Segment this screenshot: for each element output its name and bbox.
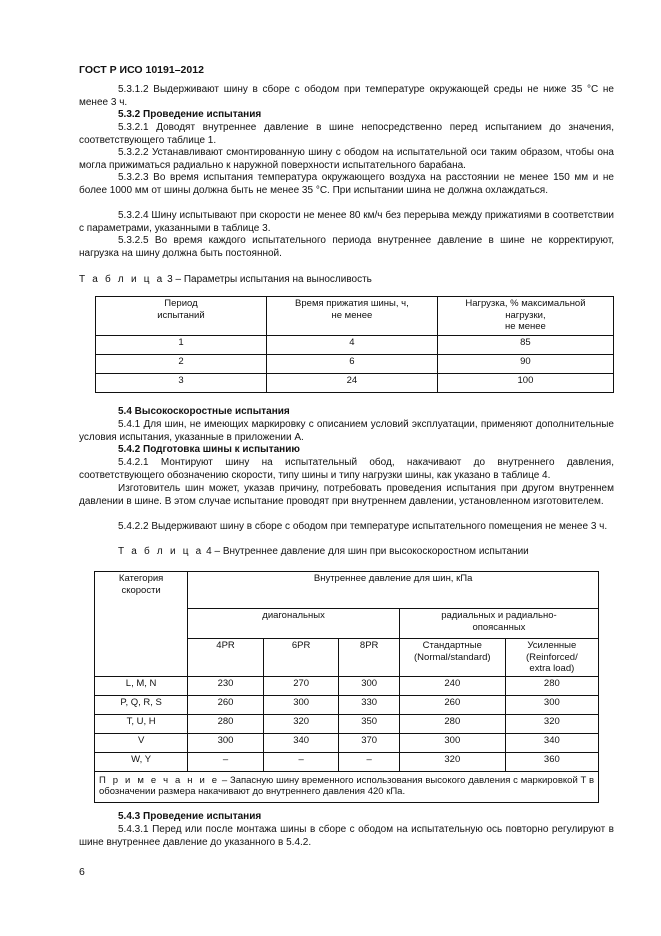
table-cell: 330 — [339, 695, 399, 714]
table-4-note-row — [95, 771, 599, 802]
table-cell: 100 — [437, 374, 613, 393]
table-3-header-period: Период испытаний — [96, 297, 267, 336]
table-cell: 340 — [505, 733, 598, 752]
paragraph-5-3-2-1: 5.3.2.1 Доводят внутреннее давление в шине непосредственно перед испытанием до значения, соответствующего таблице 1. — [79, 122, 614, 146]
table-cell: V — [95, 733, 188, 752]
page-number: 6 — [79, 866, 85, 878]
table-4-caption-text: 4 – Внутреннее давление для шин при высокоскоростном испытании — [203, 546, 529, 557]
table-cell: – — [263, 752, 339, 771]
paragraph-5-3-2-2: 5.3.2.2 Устанавливают смонтированную шину с ободом на испытательной оси таким образом, чтобы она могла прижиматься радиально к наружной поверхности испытательного барабана. — [79, 147, 614, 171]
table-cell: 300 — [505, 695, 598, 714]
table-row — [95, 752, 599, 771]
table-4-note — [95, 771, 599, 802]
table-row — [96, 355, 614, 374]
table-4-header-category: Категория скорости — [95, 572, 188, 677]
table-cell: – — [188, 752, 264, 771]
table-4-header-6pr: 6PR — [263, 639, 339, 677]
table-cell: T, U, H — [95, 714, 188, 733]
table-cell: 260 — [188, 695, 264, 714]
table-cell: 3 — [96, 374, 267, 393]
table-4-header-row-1 — [95, 572, 599, 609]
table-cell: 1 — [96, 336, 267, 355]
standard-header: ГОСТ Р ИСО 10191–2012 — [79, 64, 204, 76]
paragraph-5-4-2-2: 5.4.2.2 Выдерживают шину в сборе с ободом при температуре испытательного помещения не менее 3 ч. — [118, 521, 608, 532]
table-cell: 300 — [263, 695, 339, 714]
table-cell: 360 — [505, 752, 598, 771]
table-4-header-standard: Стандартные (Normal/standard) — [399, 639, 505, 677]
table-row — [95, 676, 599, 695]
table-3-header-row — [96, 297, 614, 336]
table-3-header-load: Нагрузка, % максимальной нагрузки, не менее — [437, 297, 613, 336]
table-4-note-text: – Запасную шину временного использования высокого давления с маркировкой T в обозначении размера накачивают до внутреннего давления 420 кПа. — [99, 774, 594, 797]
heading-5-4-3: 5.4.3 Проведение испытания — [118, 811, 262, 822]
table-cell: W, Y — [95, 752, 188, 771]
table-row — [95, 733, 599, 752]
table-cell: 320 — [505, 714, 598, 733]
table-cell: – — [339, 752, 399, 771]
table-cell: 6 — [266, 355, 437, 374]
table-cell: 300 — [399, 733, 505, 752]
table-4-header-pressure: Внутреннее давление для шин, кПа — [188, 572, 599, 609]
table-cell: 370 — [339, 733, 399, 752]
table-4-header-diagonal: диагональных — [188, 609, 400, 639]
paragraph-5-3-2-3: 5.3.2.3 Во время испытания температура окружающего воздуха на расстоянии не менее 150 мм и не более 1000 мм от шины должна быть не менее 35 °С. При испытании шина не должна охлаждаться. — [79, 172, 614, 196]
table-4-header-radial: радиальных и радиально- опоясанных — [399, 609, 598, 639]
table-cell: 4 — [266, 336, 437, 355]
table-cell: 85 — [437, 336, 613, 355]
table-4-caption-prefix: Т а б л и ц а — [118, 546, 204, 557]
table-row — [96, 374, 614, 393]
table-3-caption-text: 3 – Параметры испытания на выносливость — [164, 274, 372, 285]
table-cell: 2 — [96, 355, 267, 374]
table-cell: 240 — [399, 676, 505, 695]
table-cell: 260 — [399, 695, 505, 714]
table-cell: L, M, N — [95, 676, 188, 695]
paragraph-5-4-2-1: 5.4.2.1 Монтируют шину на испытательный обод, накачивают до внутреннего давления, соответствующего обозначению скорости, типу шины и типу нагрузки шины, как указано в таблице 4. — [79, 457, 614, 481]
table-4 — [94, 571, 599, 803]
table-cell: 280 — [188, 714, 264, 733]
table-3-caption — [79, 274, 614, 287]
table-row — [96, 336, 614, 355]
heading-5-3-2: 5.3.2 Проведение испытания — [118, 109, 262, 120]
table-3-caption-prefix: Т а б л и ц а — [79, 274, 165, 285]
paragraph-5-3-2-4: 5.3.2.4 Шину испытывают при скорости не менее 80 км/ч без перерыва между прижатиями в соответствии с параметрами, указанными в таблице 3. — [79, 210, 614, 234]
heading-5-4: 5.4 Высокоскоростные испытания — [118, 406, 290, 417]
paragraph-5-4-3-1: 5.4.3.1 Перед или после монтажа шины в сборе с ободом на испытательную ось повторно регулируют в шине внутреннее давление до указанного в 5.4.2. — [79, 824, 614, 848]
table-cell: 24 — [266, 374, 437, 393]
table-cell: 300 — [339, 676, 399, 695]
paragraph-5-4-1: 5.4.1 Для шин, не имеющих маркировку с описанием условий эксплуатации, применяют дополнительные условия испытания, указанные в приложении А. — [79, 419, 614, 443]
table-cell: P, Q, R, S — [95, 695, 188, 714]
table-cell: 280 — [505, 676, 598, 695]
table-row — [95, 695, 599, 714]
table-row — [95, 714, 599, 733]
table-4-header-8pr: 8PR — [339, 639, 399, 677]
table-3 — [95, 296, 614, 393]
table-cell: 320 — [399, 752, 505, 771]
table-3-header-time: Время прижатия шины, ч, не менее — [266, 297, 437, 336]
table-cell: 300 — [188, 733, 264, 752]
table-cell: 270 — [263, 676, 339, 695]
table-cell: 320 — [263, 714, 339, 733]
table-4-caption — [79, 546, 614, 559]
table-cell: 280 — [399, 714, 505, 733]
table-4-header-reinforced: Усиленные (Reinforced/ extra load) — [505, 639, 598, 677]
paragraph-5-4-2-1-manufacturer: Изготовитель шин может, указав причину, потребовать проведения испытания при другом внутреннем давлении в шине. В этом случае испытание проводят при внутреннем давлении, установленном изготовителем. — [79, 483, 614, 507]
table-4-note-prefix: П р и м е ч а н и е — [99, 774, 220, 786]
table-cell: 350 — [339, 714, 399, 733]
heading-5-4-2: 5.4.2 Подготовка шины к испытанию — [118, 444, 300, 455]
table-4-header-4pr: 4PR — [188, 639, 264, 677]
table-cell: 230 — [188, 676, 264, 695]
paragraph-5-3-2-5: 5.3.2.5 Во время каждого испытательного периода внутреннее давление в шине не корректируют, нагрузка на шину должна быть постоянной. — [79, 235, 614, 259]
paragraph-5-3-1-2: 5.3.1.2 Выдерживают шину в сборе с ободом при температуре окружающей среды не ниже 35 °С не менее 3 ч. — [79, 84, 614, 108]
table-cell: 340 — [263, 733, 339, 752]
table-cell: 90 — [437, 355, 613, 374]
